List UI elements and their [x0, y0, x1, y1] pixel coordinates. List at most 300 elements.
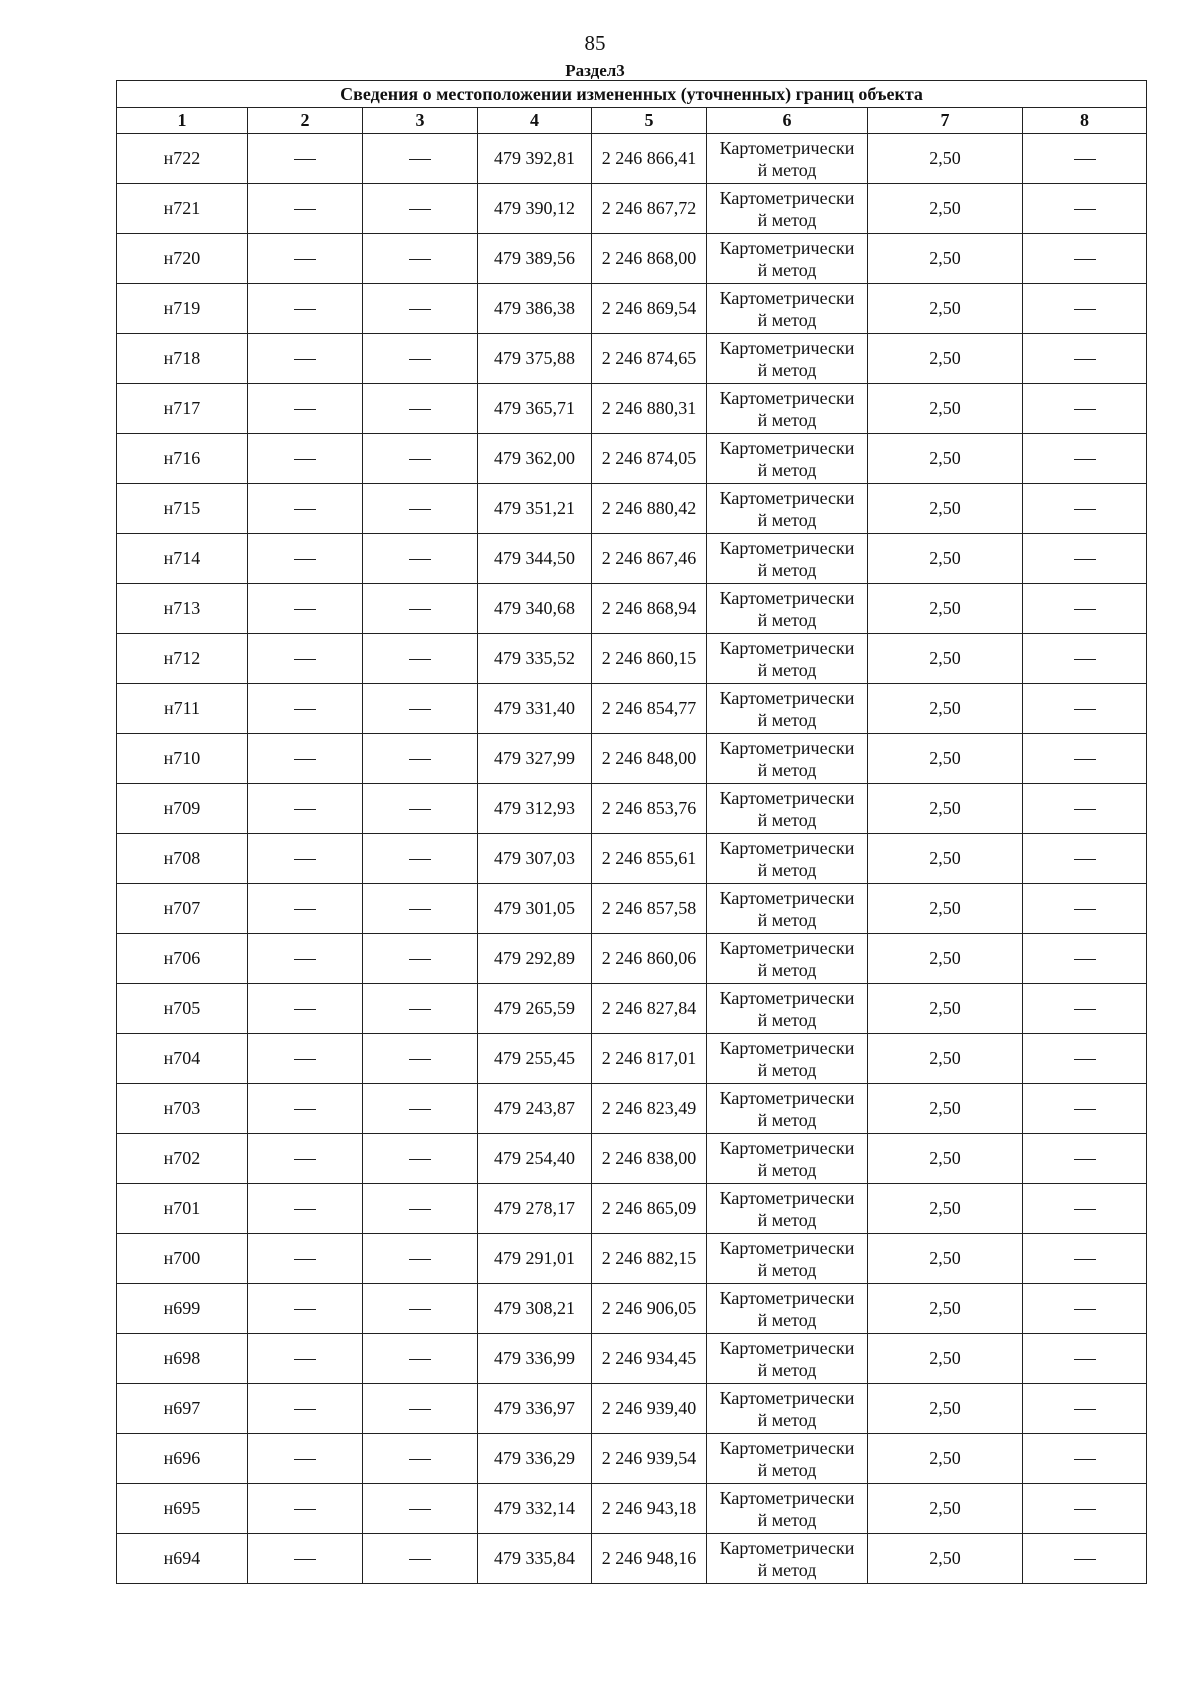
empty-dash-cell [1023, 434, 1147, 484]
dash-mark [1074, 1559, 1096, 1560]
dash-mark [294, 859, 316, 860]
point-id-cell: н710 [117, 734, 248, 784]
dash-mark [409, 859, 431, 860]
table-row [117, 384, 1147, 434]
dash-mark [1074, 1209, 1096, 1210]
method-text-line2: й метод [757, 809, 817, 830]
empty-dash-cell [248, 184, 363, 234]
dash-mark [409, 159, 431, 160]
dash-mark [409, 1559, 431, 1560]
column-number: 3 [363, 108, 478, 134]
column-number: 7 [868, 108, 1023, 134]
dash-mark [1074, 859, 1096, 860]
table-row [117, 484, 1147, 534]
table-row [117, 134, 1147, 184]
dash-mark [1074, 1409, 1096, 1410]
y-coordinate-cell: 2 246 934,45 [592, 1334, 707, 1384]
empty-dash-cell [248, 1384, 363, 1434]
method-cell [707, 1034, 868, 1084]
column-number: 5 [592, 108, 707, 134]
y-coordinate-cell: 2 246 866,41 [592, 134, 707, 184]
accuracy-cell: 2,50 [868, 934, 1023, 984]
dash-mark [1074, 609, 1096, 610]
empty-dash-cell [363, 434, 478, 484]
method-cell [707, 1384, 868, 1434]
dash-mark [294, 1059, 316, 1060]
accuracy-cell: 2,50 [868, 1134, 1023, 1184]
dash-mark [294, 1409, 316, 1410]
dash-mark [409, 309, 431, 310]
dash-mark [409, 259, 431, 260]
dash-mark [1074, 1309, 1096, 1310]
method-text-line2: й метод [757, 459, 817, 480]
method-text-line1: Картометрически [719, 637, 855, 658]
dash-mark [294, 1509, 316, 1510]
method-cell [707, 434, 868, 484]
dash-mark [1074, 759, 1096, 760]
point-id-cell: н718 [117, 334, 248, 384]
x-coordinate-cell: 479 386,38 [478, 284, 592, 334]
section-title: Раздел3 [565, 61, 625, 80]
empty-dash-cell [248, 1034, 363, 1084]
dash-mark [294, 659, 316, 660]
empty-dash-cell [363, 884, 478, 934]
dash-mark [409, 459, 431, 460]
accuracy-cell: 2,50 [868, 484, 1023, 534]
dash-mark [409, 1059, 431, 1060]
empty-dash-cell [363, 984, 478, 1034]
method-text-line2: й метод [757, 1459, 817, 1480]
method-text-line1: Картометрически [719, 1137, 855, 1158]
dash-mark [409, 1109, 431, 1110]
method-text-line1: Картометрически [719, 987, 855, 1008]
empty-dash-cell [248, 1184, 363, 1234]
empty-dash-cell [1023, 884, 1147, 934]
method-text-line1: Картометрически [719, 337, 855, 358]
dash-mark [294, 559, 316, 560]
empty-dash-cell [363, 584, 478, 634]
y-coordinate-cell: 2 246 868,94 [592, 584, 707, 634]
method-text-line2: й метод [757, 1509, 817, 1530]
method-text-line1: Картометрически [719, 1187, 855, 1208]
method-cell [707, 784, 868, 834]
x-coordinate-cell: 479 255,45 [478, 1034, 592, 1084]
point-id-cell: н704 [117, 1034, 248, 1084]
method-text-line2: й метод [757, 659, 817, 680]
method-text-line1: Картометрически [719, 737, 855, 758]
dash-mark [409, 409, 431, 410]
point-id-cell: н722 [117, 134, 248, 184]
method-text-line1: Картометрически [719, 1437, 855, 1458]
method-text-line1: Картометрически [719, 1337, 855, 1358]
empty-dash-cell [363, 134, 478, 184]
dash-mark [294, 959, 316, 960]
dash-mark [294, 259, 316, 260]
dash-mark [1074, 209, 1096, 210]
empty-dash-cell [1023, 1334, 1147, 1384]
dash-mark [409, 559, 431, 560]
x-coordinate-cell: 479 291,01 [478, 1234, 592, 1284]
method-text-line2: й метод [757, 559, 817, 580]
method-cell [707, 534, 868, 584]
x-coordinate-cell: 479 390,12 [478, 184, 592, 234]
accuracy-cell: 2,50 [868, 284, 1023, 334]
x-coordinate-cell: 479 351,21 [478, 484, 592, 534]
dash-mark [294, 759, 316, 760]
method-cell [707, 384, 868, 434]
empty-dash-cell [363, 184, 478, 234]
method-text-line2: й метод [757, 1109, 817, 1130]
empty-dash-cell [1023, 934, 1147, 984]
page-number: 85 [584, 31, 606, 55]
method-text-line2: й метод [757, 1409, 817, 1430]
empty-dash-cell [1023, 1234, 1147, 1284]
column-number: 8 [1023, 108, 1147, 134]
empty-dash-cell [1023, 584, 1147, 634]
empty-dash-cell [363, 734, 478, 784]
accuracy-cell: 2,50 [868, 584, 1023, 634]
accuracy-cell: 2,50 [868, 434, 1023, 484]
dash-mark [409, 809, 431, 810]
table-row [117, 284, 1147, 334]
dash-mark [409, 1409, 431, 1410]
accuracy-cell: 2,50 [868, 884, 1023, 934]
empty-dash-cell [248, 1134, 363, 1184]
empty-dash-cell [363, 234, 478, 284]
x-coordinate-cell: 479 340,68 [478, 584, 592, 634]
point-id-cell: н695 [117, 1484, 248, 1534]
y-coordinate-cell: 2 246 853,76 [592, 784, 707, 834]
dash-mark [294, 309, 316, 310]
point-id-cell: н705 [117, 984, 248, 1034]
empty-dash-cell [248, 784, 363, 834]
y-coordinate-cell: 2 246 882,15 [592, 1234, 707, 1284]
empty-dash-cell [1023, 1384, 1147, 1434]
method-text-line2: й метод [757, 259, 817, 280]
point-id-cell: н711 [117, 684, 248, 734]
empty-dash-cell [248, 1234, 363, 1284]
empty-dash-cell [1023, 1434, 1147, 1484]
x-coordinate-cell: 479 301,05 [478, 884, 592, 934]
empty-dash-cell [1023, 484, 1147, 534]
x-coordinate-cell: 479 392,81 [478, 134, 592, 184]
dash-mark [1074, 1459, 1096, 1460]
x-coordinate-cell: 479 336,99 [478, 1334, 592, 1384]
empty-dash-cell [363, 534, 478, 584]
point-id-cell: н701 [117, 1184, 248, 1234]
method-text-line1: Картометрически [719, 537, 855, 558]
point-id-cell: н706 [117, 934, 248, 984]
table-row [117, 684, 1147, 734]
empty-dash-cell [1023, 684, 1147, 734]
x-coordinate-cell: 479 344,50 [478, 534, 592, 584]
dash-mark [294, 809, 316, 810]
accuracy-cell: 2,50 [868, 184, 1023, 234]
empty-dash-cell [363, 684, 478, 734]
method-text-line2: й метод [757, 909, 817, 930]
dash-mark [294, 509, 316, 510]
table-caption: Сведения о местоположении измененных (уточненных) границ объекта [117, 81, 1147, 108]
method-cell [707, 1334, 868, 1384]
method-cell [707, 884, 868, 934]
method-text-line1: Картометрически [719, 387, 855, 408]
dash-mark [1074, 1259, 1096, 1260]
empty-dash-cell [363, 1534, 478, 1584]
method-text-line2: й метод [757, 859, 817, 880]
dash-mark [1074, 409, 1096, 410]
x-coordinate-cell: 479 331,40 [478, 684, 592, 734]
empty-dash-cell [248, 1534, 363, 1584]
dash-mark [294, 1309, 316, 1310]
method-cell [707, 1434, 868, 1484]
empty-dash-cell [1023, 1534, 1147, 1584]
empty-dash-cell [248, 1284, 363, 1334]
method-text-line1: Картометрически [719, 887, 855, 908]
column-number: 6 [707, 108, 868, 134]
method-text-line1: Картометрически [719, 937, 855, 958]
empty-dash-cell [1023, 1284, 1147, 1334]
empty-dash-cell [248, 834, 363, 884]
dash-mark [294, 459, 316, 460]
empty-dash-cell [248, 884, 363, 934]
dash-mark [409, 1159, 431, 1160]
method-text-line2: й метод [757, 159, 817, 180]
dash-mark [409, 1459, 431, 1460]
table-row [117, 1184, 1147, 1234]
method-text-line1: Картометрически [719, 237, 855, 258]
method-text-line2: й метод [757, 1559, 817, 1580]
dash-mark [1074, 809, 1096, 810]
empty-dash-cell [1023, 334, 1147, 384]
table-row [117, 1484, 1147, 1534]
y-coordinate-cell: 2 246 874,65 [592, 334, 707, 384]
method-cell [707, 484, 868, 534]
empty-dash-cell [248, 384, 363, 434]
y-coordinate-cell: 2 246 874,05 [592, 434, 707, 484]
empty-dash-cell [248, 1334, 363, 1384]
method-text-line1: Картометрически [719, 1287, 855, 1308]
method-cell [707, 1084, 868, 1134]
dash-mark [1074, 1059, 1096, 1060]
accuracy-cell: 2,50 [868, 234, 1023, 284]
empty-dash-cell [363, 1134, 478, 1184]
accuracy-cell: 2,50 [868, 1284, 1023, 1334]
accuracy-cell: 2,50 [868, 134, 1023, 184]
empty-dash-cell [248, 734, 363, 784]
method-cell [707, 1284, 868, 1334]
method-text-line1: Картометрически [719, 1537, 855, 1558]
table-row [117, 1284, 1147, 1334]
dash-mark [409, 659, 431, 660]
empty-dash-cell [363, 1034, 478, 1084]
empty-dash-cell [248, 684, 363, 734]
dash-mark [1074, 509, 1096, 510]
dash-mark [409, 1209, 431, 1210]
method-text-line2: й метод [757, 209, 817, 230]
dash-mark [409, 609, 431, 610]
method-text-line1: Картометрически [719, 287, 855, 308]
dash-mark [294, 709, 316, 710]
table-row [117, 734, 1147, 784]
y-coordinate-cell: 2 246 854,77 [592, 684, 707, 734]
dash-mark [294, 1459, 316, 1460]
point-id-cell: н699 [117, 1284, 248, 1334]
dash-mark [409, 509, 431, 510]
method-cell [707, 1534, 868, 1584]
method-text-line1: Картометрически [719, 1487, 855, 1508]
x-coordinate-cell: 479 312,93 [478, 784, 592, 834]
table-row [117, 1384, 1147, 1434]
table-row [117, 434, 1147, 484]
point-id-cell: н709 [117, 784, 248, 834]
dash-mark [294, 609, 316, 610]
y-coordinate-cell: 2 246 817,01 [592, 1034, 707, 1084]
method-text-line1: Картометрически [719, 437, 855, 458]
dash-mark [1074, 359, 1096, 360]
method-text-line2: й метод [757, 1309, 817, 1330]
accuracy-cell: 2,50 [868, 1534, 1023, 1584]
accuracy-cell: 2,50 [868, 534, 1023, 584]
dash-mark [1074, 459, 1096, 460]
empty-dash-cell [248, 484, 363, 534]
y-coordinate-cell: 2 246 865,09 [592, 1184, 707, 1234]
empty-dash-cell [1023, 984, 1147, 1034]
y-coordinate-cell: 2 246 860,15 [592, 634, 707, 684]
method-text-line1: Картометрически [719, 137, 855, 158]
y-coordinate-cell: 2 246 855,61 [592, 834, 707, 884]
point-id-cell: н703 [117, 1084, 248, 1134]
dash-mark [1074, 159, 1096, 160]
method-text-line2: й метод [757, 759, 817, 780]
table-row [117, 934, 1147, 984]
table-row [117, 984, 1147, 1034]
method-cell [707, 334, 868, 384]
dash-mark [1074, 1009, 1096, 1010]
x-coordinate-cell: 479 308,21 [478, 1284, 592, 1334]
accuracy-cell: 2,50 [868, 334, 1023, 384]
column-number: 2 [248, 108, 363, 134]
dash-mark [1074, 1509, 1096, 1510]
accuracy-cell: 2,50 [868, 984, 1023, 1034]
point-id-cell: н721 [117, 184, 248, 234]
dash-mark [409, 1259, 431, 1260]
dash-mark [294, 1109, 316, 1110]
accuracy-cell: 2,50 [868, 1234, 1023, 1284]
dash-mark [409, 709, 431, 710]
empty-dash-cell [1023, 734, 1147, 784]
dash-mark [409, 359, 431, 360]
table-row [117, 634, 1147, 684]
method-text-line2: й метод [757, 959, 817, 980]
empty-dash-cell [248, 1084, 363, 1134]
accuracy-cell: 2,50 [868, 384, 1023, 434]
empty-dash-cell [248, 634, 363, 684]
accuracy-cell: 2,50 [868, 1184, 1023, 1234]
dash-mark [294, 409, 316, 410]
point-id-cell: н697 [117, 1384, 248, 1434]
method-text-line1: Картометрически [719, 787, 855, 808]
empty-dash-cell [363, 334, 478, 384]
table-row [117, 334, 1147, 384]
empty-dash-cell [1023, 834, 1147, 884]
method-cell [707, 734, 868, 784]
dash-mark [1074, 1109, 1096, 1110]
table-row [117, 1434, 1147, 1484]
method-text-line1: Картометрически [719, 1037, 855, 1058]
y-coordinate-cell: 2 246 848,00 [592, 734, 707, 784]
column-number: 1 [117, 108, 248, 134]
empty-dash-cell [1023, 784, 1147, 834]
dash-mark [294, 1359, 316, 1360]
y-coordinate-cell: 2 246 948,16 [592, 1534, 707, 1584]
table-row [117, 184, 1147, 234]
dash-mark [294, 1209, 316, 1210]
dash-mark [1074, 259, 1096, 260]
table-row [117, 884, 1147, 934]
table-row [117, 834, 1147, 884]
x-coordinate-cell: 479 292,89 [478, 934, 592, 984]
empty-dash-cell [363, 784, 478, 834]
empty-dash-cell [363, 284, 478, 334]
dash-mark [294, 909, 316, 910]
point-id-cell: н702 [117, 1134, 248, 1184]
column-number-row [117, 108, 1147, 134]
table-row [117, 1084, 1147, 1134]
x-coordinate-cell: 479 375,88 [478, 334, 592, 384]
x-coordinate-cell: 479 332,14 [478, 1484, 592, 1534]
method-text-line2: й метод [757, 509, 817, 530]
y-coordinate-cell: 2 246 823,49 [592, 1084, 707, 1134]
point-id-cell: н715 [117, 484, 248, 534]
point-id-cell: н714 [117, 534, 248, 584]
empty-dash-cell [1023, 634, 1147, 684]
empty-dash-cell [363, 1234, 478, 1284]
empty-dash-cell [248, 1484, 363, 1534]
empty-dash-cell [1023, 1184, 1147, 1234]
point-id-cell: н696 [117, 1434, 248, 1484]
method-cell [707, 934, 868, 984]
table-row [117, 1334, 1147, 1384]
dash-mark [1074, 909, 1096, 910]
empty-dash-cell [1023, 234, 1147, 284]
y-coordinate-cell: 2 246 939,40 [592, 1384, 707, 1434]
dash-mark [1074, 1159, 1096, 1160]
dash-mark [1074, 709, 1096, 710]
empty-dash-cell [248, 234, 363, 284]
dash-mark [1074, 1359, 1096, 1360]
accuracy-cell: 2,50 [868, 1384, 1023, 1434]
empty-dash-cell [248, 984, 363, 1034]
dash-mark [1074, 659, 1096, 660]
dash-mark [294, 159, 316, 160]
method-text-line2: й метод [757, 709, 817, 730]
x-coordinate-cell: 479 254,40 [478, 1134, 592, 1184]
method-text-line1: Картометрически [719, 687, 855, 708]
method-text-line2: й метод [757, 409, 817, 430]
point-id-cell: н713 [117, 584, 248, 634]
empty-dash-cell [248, 284, 363, 334]
accuracy-cell: 2,50 [868, 1034, 1023, 1084]
dash-mark [294, 1259, 316, 1260]
method-text-line2: й метод [757, 1059, 817, 1080]
boundary-coordinates-table [116, 80, 1147, 1584]
x-coordinate-cell: 479 278,17 [478, 1184, 592, 1234]
dash-mark [409, 1509, 431, 1510]
empty-dash-cell [1023, 1484, 1147, 1534]
accuracy-cell: 2,50 [868, 1434, 1023, 1484]
method-cell [707, 284, 868, 334]
y-coordinate-cell: 2 246 868,00 [592, 234, 707, 284]
